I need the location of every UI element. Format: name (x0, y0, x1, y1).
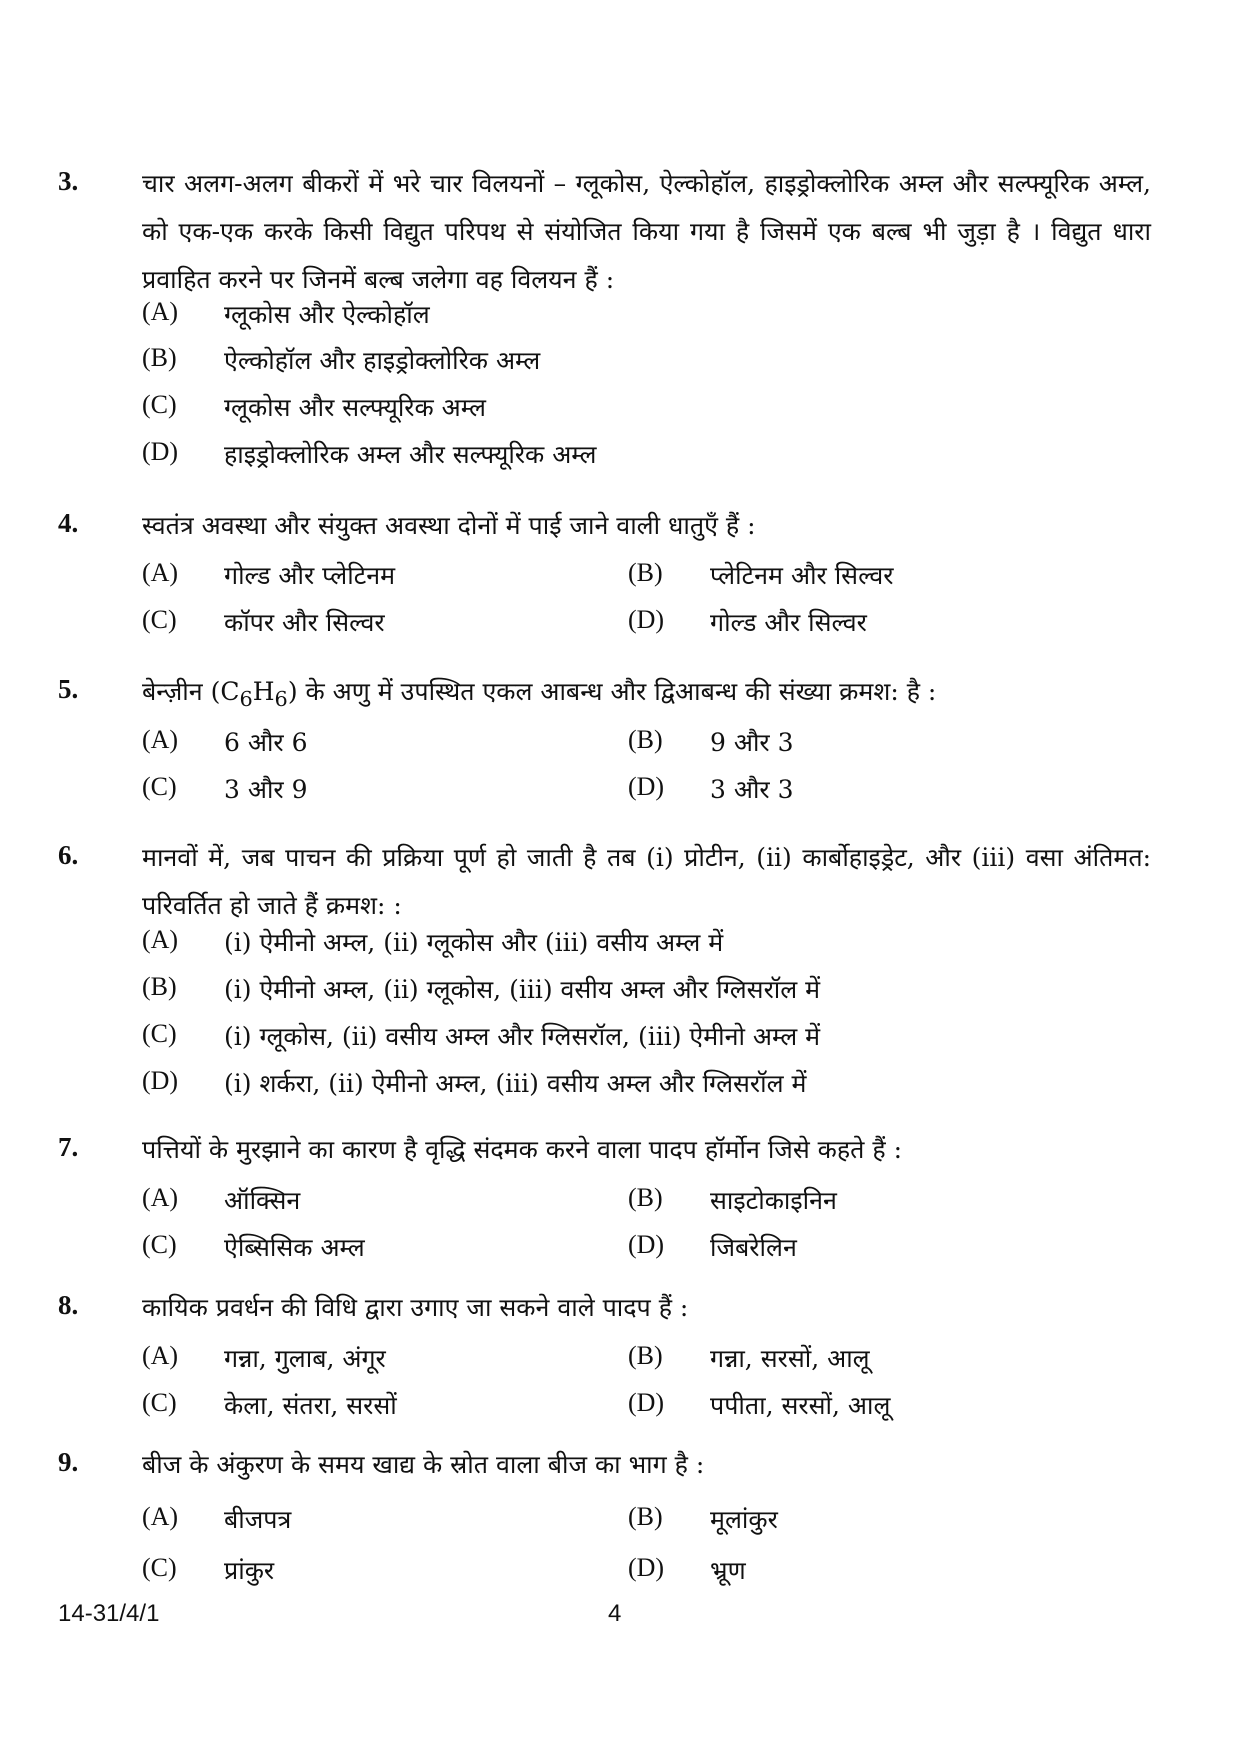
subscript-hydrogen-count: 6 (274, 687, 288, 711)
option-label: (A) (142, 558, 179, 587)
option-label: (D) (628, 772, 665, 801)
question-text: पत्तियों के मुरझाने का कारण है वृद्धि संदमक करने वाला पादप हॉर्मोन जिसे कहते हैं : (142, 1135, 903, 1164)
option-label: (D) (628, 1553, 665, 1582)
option-text: ऑक्सिन (224, 1186, 301, 1215)
option-text: ग्लूकोस और ऐल्कोहॉल (224, 300, 430, 329)
option-text: जिबरेलिन (710, 1233, 797, 1262)
option-text: (i) शर्करा, (ii) ऐमीनो अम्ल, (iii) वसीय अम्ल और ग्लिसरॉल में (224, 1069, 807, 1098)
page-number: 4 (608, 1600, 622, 1627)
option-text: 6 और 6 (224, 728, 308, 757)
option-text: ऐब्सिसिक अम्ल (224, 1233, 365, 1262)
question-number: 4. (58, 508, 79, 538)
option-text: साइटोकाइनिन (710, 1186, 837, 1215)
option-text: भ्रूण (710, 1556, 746, 1585)
question-text: मानवों में, जब पाचन की प्रक्रिया पूर्ण हो जाती है तब (i) प्रोटीन, (ii) कार्बोहाइड्रेट, और (iii) वसा अंतिमत: परिवर्तित हो जाते हैं क्रमश: : (142, 843, 1151, 920)
option-text: गन्ना, सरसों, आलू (710, 1344, 870, 1373)
question-text-end: ) के अणु में उपस्थित एकल आबन्ध और द्विआबन्ध की संख्या क्रमश: है : (287, 677, 937, 706)
question-number: 8. (58, 1290, 79, 1320)
option-label: (C) (142, 1388, 177, 1417)
option-label: (B) (628, 1341, 663, 1370)
option-label: (D) (628, 1388, 665, 1417)
formula-hydrogen: H (252, 677, 275, 706)
option-text: बीजपत्र (224, 1505, 292, 1534)
option-label: (B) (628, 1183, 663, 1212)
option-label: (B) (142, 972, 177, 1001)
option-label: (C) (142, 772, 177, 801)
option-label: (A) (142, 1183, 179, 1212)
question-text: चार अलग-अलग बीकरों में भरे चार विलयनों – ग्लूकोस, ऐल्कोहॉल, हाइड्रोक्लोरिक अम्ल और सल्फ्यूरिक अम्ल, को एक-एक करके किसी विद्युत परिपथ से संयोजित किया गया है जिसमें एक बल्ब भी जुड़ा है । विद्युत धारा प्रवाहित करने पर जिनमें बल्ब जलेगा वह विलयन हैं : (142, 169, 1151, 294)
option-label: (B) (628, 725, 663, 754)
question-text: स्वतंत्र अवस्था और संयुक्त अवस्था दोनों में पाई जाने वाली धातुएँ हैं : (142, 511, 756, 540)
option-label: (A) (142, 725, 179, 754)
option-label: (B) (142, 343, 177, 372)
option-label: (A) (142, 1502, 179, 1531)
option-label: (D) (142, 1066, 179, 1095)
option-text: ग्लूकोस और सल्फ्यूरिक अम्ल (224, 393, 486, 422)
option-text: कॉपर और सिल्वर (224, 608, 385, 637)
option-text: गोल्ड और प्लेटिनम (224, 561, 396, 590)
question-text: बीज के अंकुरण के समय खाद्य के स्रोत वाला बीज का भाग है : (142, 1450, 705, 1479)
question-text: कायिक प्रवर्धन की विधि द्वारा उगाए जा सकने वाले पादप हैं : (142, 1293, 689, 1322)
option-label: (A) (142, 1341, 179, 1370)
option-label: (A) (142, 297, 179, 326)
question-number: 9. (58, 1447, 79, 1477)
option-text: (i) ऐमीनो अम्ल, (ii) ग्लूकोस, (iii) वसीय अम्ल और ग्लिसरॉल में (224, 975, 821, 1004)
option-label: (D) (628, 1230, 665, 1259)
option-label: (D) (628, 605, 665, 634)
option-text: 9 और 3 (710, 728, 794, 757)
option-label: (D) (142, 437, 179, 466)
option-label: (C) (142, 605, 177, 634)
option-text: प्लेटिनम और सिल्वर (710, 561, 894, 590)
option-text: हाइड्रोक्लोरिक अम्ल और सल्फ्यूरिक अम्ल (224, 440, 597, 469)
option-text: पपीता, सरसों, आलू (710, 1391, 891, 1420)
subscript-carbon-count: 6 (239, 687, 253, 711)
option-text: 3 और 9 (224, 775, 308, 804)
question-number: 6. (58, 840, 79, 870)
question-number: 5. (58, 674, 79, 704)
option-text: मूलांकुर (710, 1505, 778, 1534)
paper-code: 14-31/4/1 (58, 1600, 160, 1627)
option-text: गन्ना, गुलाब, अंगूर (224, 1344, 386, 1373)
option-label: (C) (142, 1019, 177, 1048)
option-label: (C) (142, 390, 177, 419)
option-label: (C) (142, 1553, 177, 1582)
option-text: केला, संतरा, सरसों (224, 1391, 397, 1420)
option-text: (i) ग्लूकोस, (ii) वसीय अम्ल और ग्लिसरॉल, (iii) ऐमीनो अम्ल में (224, 1022, 821, 1051)
question-number: 3. (58, 166, 79, 196)
option-label: (B) (628, 558, 663, 587)
option-text: प्रांकुर (224, 1556, 275, 1585)
option-text: ऐल्कोहॉल और हाइड्रोक्लोरिक अम्ल (224, 346, 541, 375)
question-number: 7. (58, 1132, 79, 1162)
question-text (142, 668, 1151, 723)
option-text: 3 और 3 (710, 775, 794, 804)
option-label: (B) (628, 1502, 663, 1531)
option-text: (i) ऐमीनो अम्ल, (ii) ग्लूकोस और (iii) वसीय अम्ल में (224, 928, 724, 957)
option-label: (C) (142, 1230, 177, 1259)
option-text: गोल्ड और सिल्वर (710, 608, 867, 637)
question-text-start: बेन्ज़ीन (C (142, 677, 240, 706)
option-label: (A) (142, 925, 179, 954)
